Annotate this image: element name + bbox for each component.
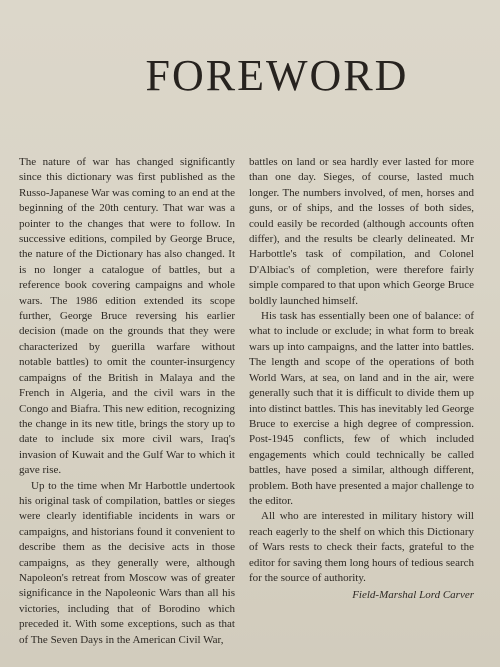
page-title: FOREWORD <box>145 51 409 100</box>
right-column <box>249 155 474 604</box>
left-column <box>19 155 235 648</box>
paragraph-3: His task has essentially been one of balance: of what to include or exclude; in what form to break wars up into campaigns, and the latter into battles. The length and scope of the operations of both World Wars, at sea, on land and in the air, were generally such that it is difficult to divide them up into distinct battles. This has inevitably led George Bruce to exercise a high degree of compression. Post-1945 conflicts, few of which included engagements which could technically be called battles, have posed a similar, although different, problem. Both have presented a major challenge to the editor. <box>249 310 474 507</box>
paragraph-1: The nature of war has changed significantly since this dictionary was first published as the Russo-Japanese War was coming to an end at the beginning of the 20th century. That war was a pointer to the changes that were to follow. In successive editions, compiled by George Bruce, the nature of the Dictionary has also changed. It is no longer a catalogue of battles, but a reference book covering campaigns and whole wars. The 1986 edition extended its scope further, George Bruce reversing his earlier decision (made on the grounds that they were characterized by guerilla warfare without notable battles) to omit the counter-insurgency campaigns of the British in Malaya and the French in Algeria, and the civil wars in the Congo and Biafra. This new edition, recognizing the change in its new title, brings the story up to date to include six more civil wars, Iraq's invasion of Kuwait and the Gulf War to which it gave rise. <box>19 156 235 477</box>
paragraph-2: Up to the time when Mr Harbottle undertook his original task of compilation, battles or sieges were clearly identifiable incidents in wars or campaigns, and historians found it convenient to describe them as the decisive acts in those campaigns, as they generally were, although Napoleon's retreat from Moscow was of greater significance in the Napoleonic Wars than all his victories, including that of Borodino which preceded it. With some exceptions, such as that of The Seven Days in the American Civil War, <box>19 479 235 646</box>
paragraph-4: All who are interested in military history will reach eagerly to the shelf on which this Dictionary of Wars rests to check their facts, grateful to the editor for saving them long hours of tedious search for the source of authority. <box>249 510 474 584</box>
paragraph-2-continued: battles on land or sea hardly ever lasted for more than one day. Sieges, of course, lasted much longer. The numbers involved, of men, horses and guns, or of ships, and the losses of both sides, could easily be recorded (although accounts often differ), and the results be clearly delineated. Mr Harbottle's task of compilation, and Colonel D'Albiac's of completion, were therefore fairly simple compared to that upon which George Bruce boldly launched himself. <box>249 156 474 307</box>
author-signature: Field-Marshal Lord Carver <box>352 589 474 602</box>
